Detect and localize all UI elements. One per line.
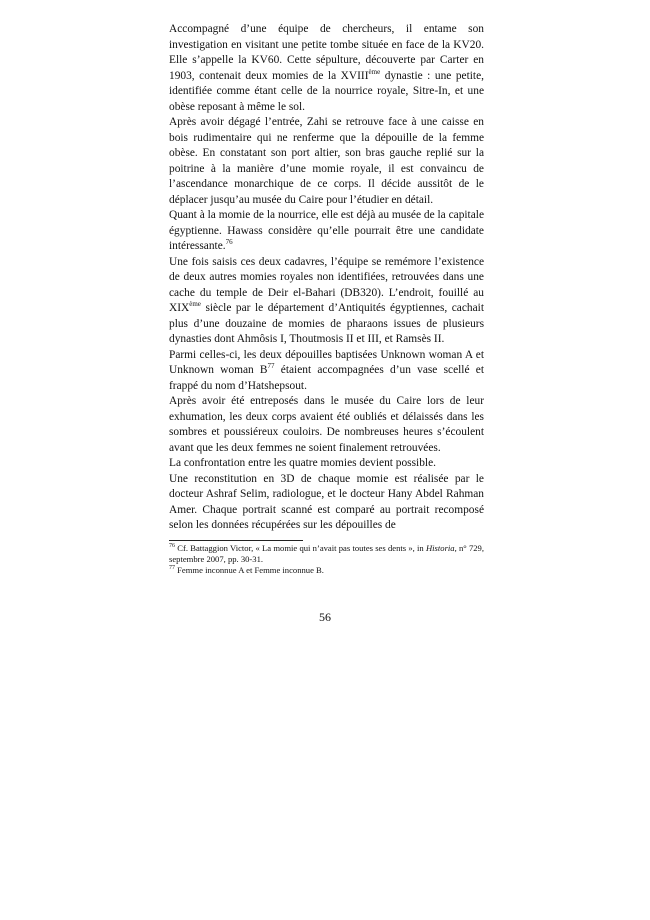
paragraph-6 (169, 394, 484, 456)
text: étaient accompagnées d’un vase scellé et frappé du nom d’Hatshepsout. (169, 364, 484, 392)
text: Historia (425, 542, 455, 553)
paragraph-7 (169, 456, 484, 472)
text: Accompagné d’une équipe de chercheurs, il entame son investigation en visitant une petite tombe située en face de la KV20. Elle s’appelle la KV60. Cette sépulture, découverte par Carter en 1903, contenait deux momies de la XVIII (169, 23, 484, 82)
text: Une reconstitution en 3D de chaque momie est réalisée par le docteur Ashraf Selim, radiologue, et le docteur Hany Abdel Rahman Amer. Chaque portrait scanné est comparé au portrait recomposé selon les données récupérées sur les dépouilles de (169, 472, 484, 531)
page-body (169, 22, 484, 577)
text: Femme inconnue A et Femme inconnue B. (175, 565, 324, 576)
superscript: ème (368, 67, 381, 76)
footnote-ref-77[interactable]: 77 (267, 362, 275, 370)
text: Après avoir été entreposés dans le musée du Caire lors de leur exhumation, les deux corps avaient été oubliés et délaissés dans les sombres et poussiéreux couloirs. De nombreuses heures s’écoulent avant que les deux femmes ne soient finalement retrouvées. (169, 395, 484, 454)
superscript: ème (189, 300, 201, 308)
text: La confrontation entre les quatre momies devient possible. (169, 457, 436, 469)
text: , n° 729, septembre 2007, pp. 30-31. (169, 542, 485, 564)
text: Cf. Battaggion Victor, « La momie qui n’avait pas toutes ses dents », in (175, 542, 426, 553)
footnote-number: 76 (169, 542, 175, 549)
paragraph-1 (169, 22, 484, 115)
paragraph-4 (169, 255, 484, 348)
footnote-76 (169, 543, 484, 566)
paragraph-2 (169, 115, 484, 208)
text: Parmi celles-ci, les deux dépouilles baptisées Unknown woman A et Unknown woman B (169, 348, 484, 376)
paragraph-3 (169, 208, 484, 255)
paragraph-8 (169, 472, 484, 534)
text: Une fois saisis ces deux cadavres, l’équipe se remémore l’existence de deux autres momies royales non identifiées, retrouvées dans une cache du temple de Deir el-Bahari (DB320). L’endroit, fouillé au XIX (169, 255, 484, 314)
text: Quant à la momie de la nourrice, elle est déjà au musée de la capitale égyptienne. Hawass considère qu’elle pourrait être une candidate intéressante. (169, 209, 484, 252)
footnote-77 (169, 565, 484, 576)
text: Après avoir dégagé l’entrée, Zahi se retrouve face à une caisse en bois rudimentaire qui ne renferme que la dépouille de la femme obèse. En constatant son port altier, son bras gauche replié sur la poitrine à la manière d’une momie royale, il est convaincu de l’ascendance monarchique de ce corps. Il décide aussitôt de le déplacer jusqu’au musée du Caire pour l’étudier en détail. (169, 116, 484, 206)
text: siècle par le département d’Antiquités égyptiennes, cachait plus d’une douzaine de momies de pharaons issues de plusieurs dynasties dont Ahmôsis I, Thoutmosis II et III, et Ramsès II. (169, 302, 484, 345)
footnote-number: 77 (169, 565, 175, 572)
footnote-divider (169, 540, 303, 541)
paragraph-5 (169, 348, 484, 395)
page-number: 56 (319, 610, 331, 624)
text: dynastie : une petite, identifiée comme étant celle de la nourrice royale, Sitre-In, et une obèse reposant à même le sol. (169, 69, 484, 113)
footnote-ref-76[interactable]: 76 (225, 238, 233, 246)
